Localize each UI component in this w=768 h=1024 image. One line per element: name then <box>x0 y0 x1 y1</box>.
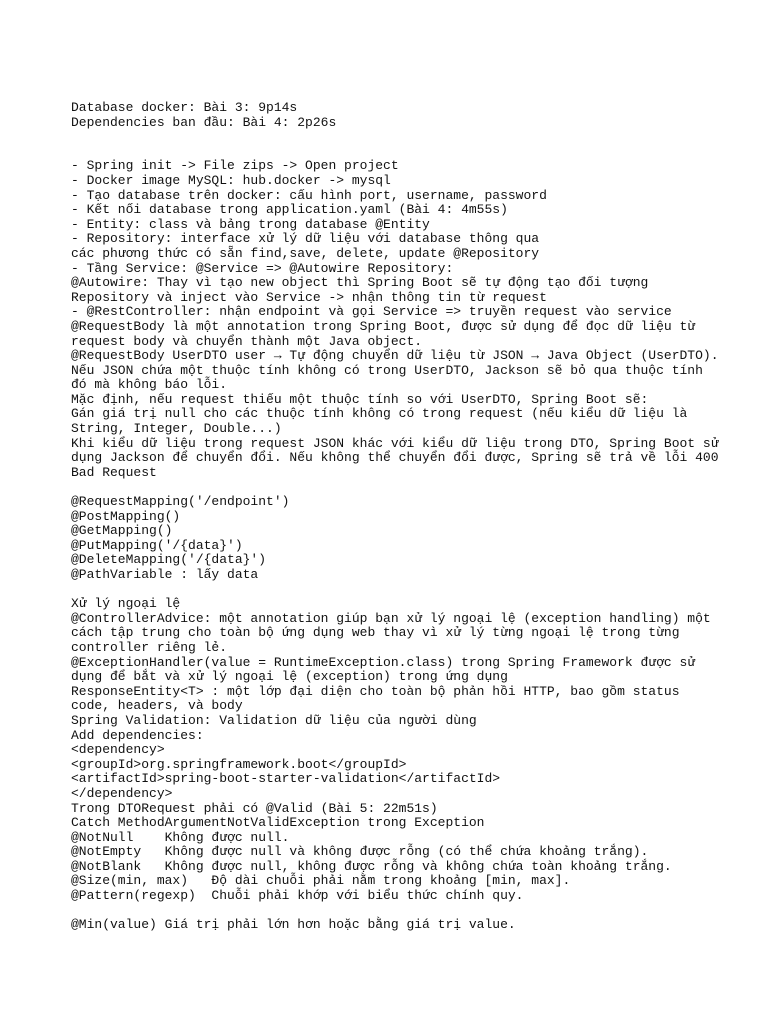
blank-line <box>71 145 711 160</box>
text-line: Xử lý ngoại lệ <box>71 596 181 612</box>
text-line: đó mà không báo lỗi. <box>71 377 228 393</box>
text-line: ResponseEntity<T> : một lớp đại diện cho toàn bộ phản hồi HTTP, bao gồm status <box>71 683 680 699</box>
text-line: @NotEmpty Không được null và không được rỗng (có thể chứa khoảng trắng). <box>71 844 649 860</box>
text-line: Spring Validation: Validation dữ liệu của người dùng <box>71 712 477 728</box>
text-line: @NotNull Không được null. <box>71 829 290 845</box>
text-line: Gán giá trị null cho các thuộc tính không có trong request (nếu kiểu dữ liệu là <box>71 406 688 422</box>
text-line: @Autowire: Thay vì tạo new object thì Spring Boot sẽ tự động tạo đối tượng <box>71 275 649 291</box>
text-line: - Entity: class và bảng trong database @Entity <box>71 216 430 232</box>
text-line: @PathVariable : lấy data <box>71 567 259 582</box>
text-line: @RequestMapping('/endpoint') <box>71 494 290 510</box>
text-line: Catch MethodArgumentNotValidException trong Exception <box>71 815 485 831</box>
text-line: @ControllerAdvice: một annotation giúp bạn xử lý ngoại lệ (exception handling) một <box>71 610 711 626</box>
text-line: <dependency> <box>71 742 165 758</box>
blank-line <box>71 130 711 145</box>
text-line: các phương thức có sẵn find,save, delete, update @Repository <box>71 245 540 261</box>
text-line: code, headers, và body <box>71 698 243 714</box>
text-line: - Kết nối database trong application.yaml (Bài 4: 4m55s) <box>71 202 508 218</box>
blank-line <box>71 583 711 598</box>
text-line: - Tạo database trên docker: cấu hình port, username, password <box>71 187 547 203</box>
blank-line <box>71 480 711 495</box>
text-line: request body và chuyển thành một Java object. <box>71 333 423 349</box>
text-line: @PostMapping() <box>71 508 181 524</box>
text-line: Dependencies ban đầu: Bài 4: 2p26s <box>71 114 337 130</box>
text-line: String, Integer, Double...) <box>71 421 282 437</box>
text-line: Bad Request <box>71 464 157 480</box>
text-line: @Min(value) Giá trị phải lớn hơn hoặc bằng giá trị value. <box>71 917 516 933</box>
text-line: @Size(min, max) Độ dài chuỗi phải nằm trong khoảng [min, max]. <box>71 873 571 889</box>
text-line: @PutMapping('/{data}') <box>71 537 243 553</box>
text-line: - Spring init -> File zips -> Open project <box>71 158 399 174</box>
text-line: dụng để bắt và xử lý ngoại lệ (exception) trong ứng dụng <box>71 669 508 685</box>
text-line: controller riêng lẻ. <box>71 639 228 655</box>
text-line: - Tầng Service: @Service => @Autowire Repository: <box>71 260 454 276</box>
document-body <box>71 100 719 933</box>
text-line: cách tập trung cho toàn bộ ứng dụng web thay vì xử lý từng ngoại lệ trong từng <box>71 625 680 641</box>
text-line: - Repository: interface xử lý dữ liệu với database thông qua <box>71 231 540 247</box>
text-line: @Pattern(regexp) Chuỗi phải khớp với biểu thức chính quy. <box>71 888 524 904</box>
text-line: - Docker image MySQL: hub.docker -> mysql <box>71 172 391 188</box>
text-line: dụng Jackson để chuyển đổi. Nếu không thể chuyển đổi được, Spring sẽ trả về lỗi 400 <box>71 450 719 466</box>
text-line: @GetMapping() <box>71 523 173 539</box>
text-line: <groupId>org.springframework.boot</groupId> <box>71 756 407 772</box>
text-line: Mặc định, nếu request thiếu một thuộc tính so với UserDTO, Spring Boot sẽ: <box>71 391 649 407</box>
text-line: Khi kiểu dữ liệu trong request JSON khác với kiểu dữ liệu trong DTO, Spring Boot sử <box>71 435 719 451</box>
text-line: Trong DTORequest phải có @Valid (Bài 5: 22m51s) <box>71 800 438 816</box>
text-line: </dependency> <box>71 785 173 801</box>
text-line: @RequestBody là một annotation trong Spring Boot, được sử dụng để đọc dữ liệu từ <box>71 318 696 334</box>
text-line: <artifactId>spring-boot-starter-validation</artifactId> <box>71 771 501 787</box>
text-line: @ExceptionHandler(value = RuntimeException.class) trong Spring Framework được sử <box>71 654 696 670</box>
text-line: Add dependencies: <box>71 727 204 743</box>
text-line: - @RestController: nhận endpoint và gọi Service => truyền request vào service <box>71 304 672 320</box>
text-line: @RequestBody UserDTO user → Tự động chuyển dữ liệu từ JSON → Java Object (UserDTO). <box>71 348 719 364</box>
text-line: Nếu JSON chứa một thuộc tính không có trong UserDTO, Jackson sẽ bỏ qua thuộc tính <box>71 362 703 378</box>
text-line: Database docker: Bài 3: 9p14s <box>71 100 298 115</box>
text-line: @NotBlank Không được null, không được rỗng và không chứa toàn khoảng trắng. <box>71 858 672 874</box>
text-line: Repository và inject vào Service -> nhận thông tin từ request <box>71 289 547 305</box>
text-line: @DeleteMapping('/{data}') <box>71 552 267 568</box>
